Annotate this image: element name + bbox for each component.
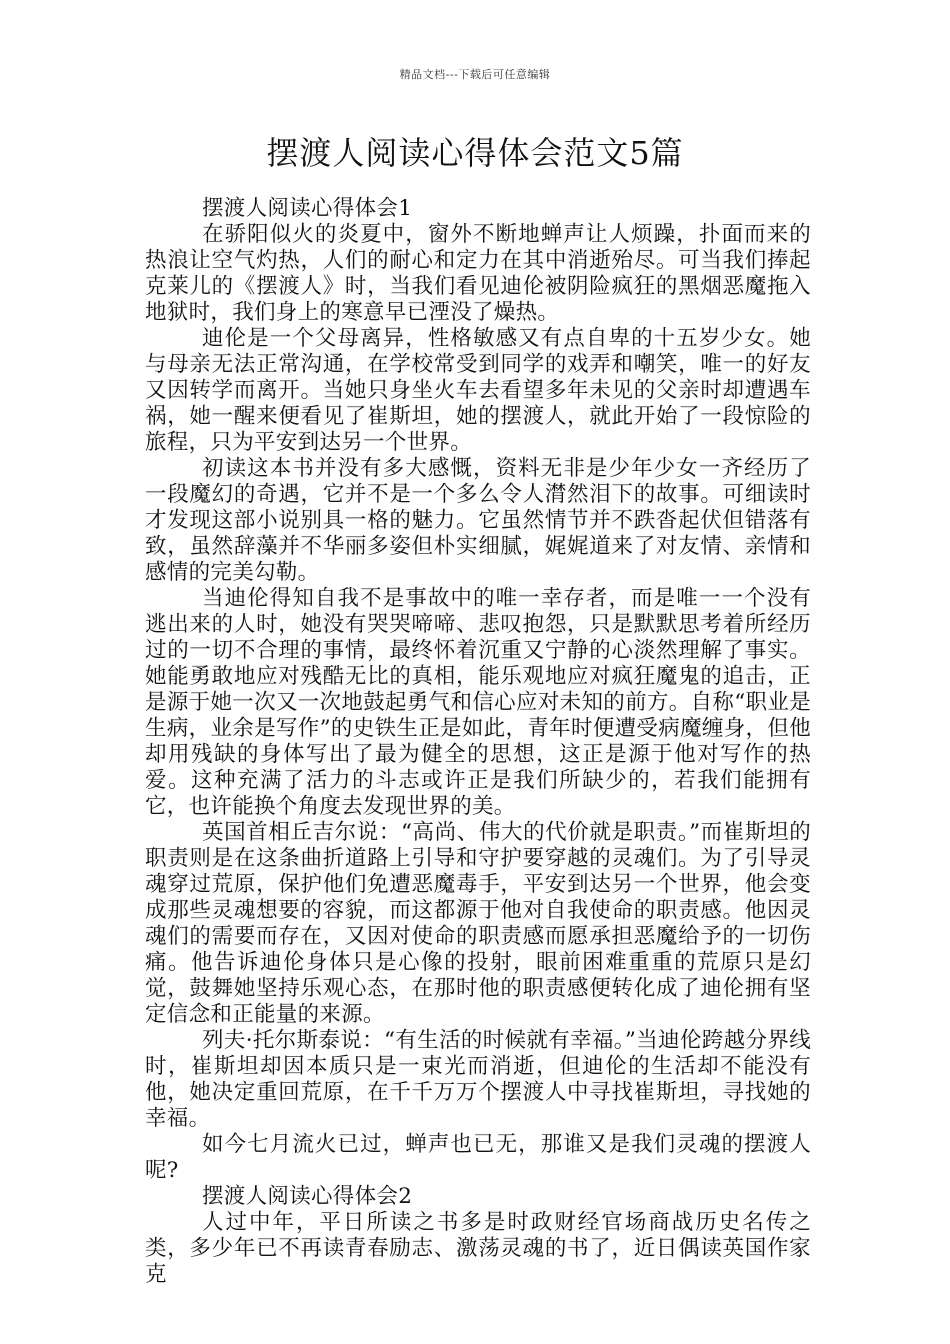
- body-paragraph: 初读这本书并没有多大感慨，资料无非是少年少女一齐经历了一段魔幻的奇遇，它并不是一个多么令人潸然泪下的故事。可细读时才发现这部小说别具一格的魅力。它虽然情节并不跌沓起伏但错落有致，虽然辞藻并不华丽多姿但朴实细腻，娓娓道来了对友情、亲情和感情的完美勾勒。: [145, 456, 811, 585]
- body-paragraph: 如今七月流火已过，蝉声也已无，那谁又是我们灵魂的摆渡人呢?: [145, 1132, 811, 1183]
- document-title: 摆渡人阅读心得体会范文5篇: [266, 134, 684, 172]
- body-paragraph: 当迪伦得知自我不是事故中的唯一幸存者，而是唯一一个没有逃出来的人时，她没有哭哭啼啼、悲叹抱怨，只是默默思考着所经历过的一切不合理的事情，最终怀着沉重又宁静的心淡然理解了事实。她能勇敢地应对残酷无比的真相，能乐观地应对疯狂魔鬼的追击，正是源于她一次又一次地鼓起勇气和信心应对未知的前方。自称“职业是生病，业余是写作”的史铁生正是如此，青年时便遭受病魔缠身，但他却用残缺的身体写出了最为健全的思想，这正是源于他对写作的热爱。这种充满了活力的斗志或许正是我们所缺少的，若我们能拥有它，也许能换个角度去发现世界的美。: [145, 586, 811, 819]
- header-note: 精品文档---下载后可任意编辑: [399, 68, 551, 81]
- body-paragraph: 人过中年，平日所读之书多是时政财经官场商战历史名传之类，多少年已不再读青春励志、激荡灵魂的书了，近日偶读英国作家克: [145, 1210, 811, 1287]
- document-body: [145, 196, 811, 1288]
- body-paragraph: 迪伦是一个父母离异，性格敏感又有点自卑的十五岁少女。她与母亲无法正常沟通，在学校常受到同学的戏弄和嘲笑，唯一的好友又因转学而离开。当她只身坐火车去看望多年未见的父亲时却遭遇车祸，她一醒来便看见了崔斯坦，她的摆渡人，就此开始了一段惊险的旅程，只为平安到达另一个世界。: [145, 326, 811, 455]
- section-heading: 摆渡人阅读心得体会1: [202, 196, 413, 221]
- body-paragraph: 英国首相丘吉尔说：“高尚、伟大的代价就是职责。”而崔斯坦的职责则是在这条曲折道路上引导和守护要穿越的灵魂们。为了引导灵魂穿过荒原，保护他们免遭恶魔毒手，平安到达另一个世界，他会变成那些灵魂想要的容貌，而这都源于他对自我使命的职责感。他因灵魂们的需要而存在，又因对使命的职责感而愿承担恶魔给予的一切伤痛。他告诉迪伦身体只是心像的投射，眼前困难重重的荒原只是幻觉，鼓舞她坚持乐观心态，在那时他的职责感便转化成了迪伦拥有坚定信念和正能量的来源。: [145, 820, 811, 1027]
- body-paragraph: 列夫·托尔斯泰说：“有生活的时候就有幸福。”当迪伦跨越分界线时，崔斯坦却因本质只是一束光而消逝，但迪伦的生活却不能没有他，她决定重回荒原，在千千万万个摆渡人中寻找崔斯坦，寻找她的幸福。: [145, 1028, 811, 1131]
- section-heading: 摆渡人阅读心得体会2: [202, 1184, 413, 1209]
- body-paragraph: 在骄阳似火的炎夏中，窗外不断地蝉声让人烦躁，扑面而来的热浪让空气灼热，人们的耐心和定力在其中消逝殆尽。可当我们捧起克莱儿的《摆渡人》时，当我们看见迪伦被阴险疯狂的黑烟恶魔拖入地狱时，我们身上的寒意早已湮没了燥热。: [145, 222, 811, 325]
